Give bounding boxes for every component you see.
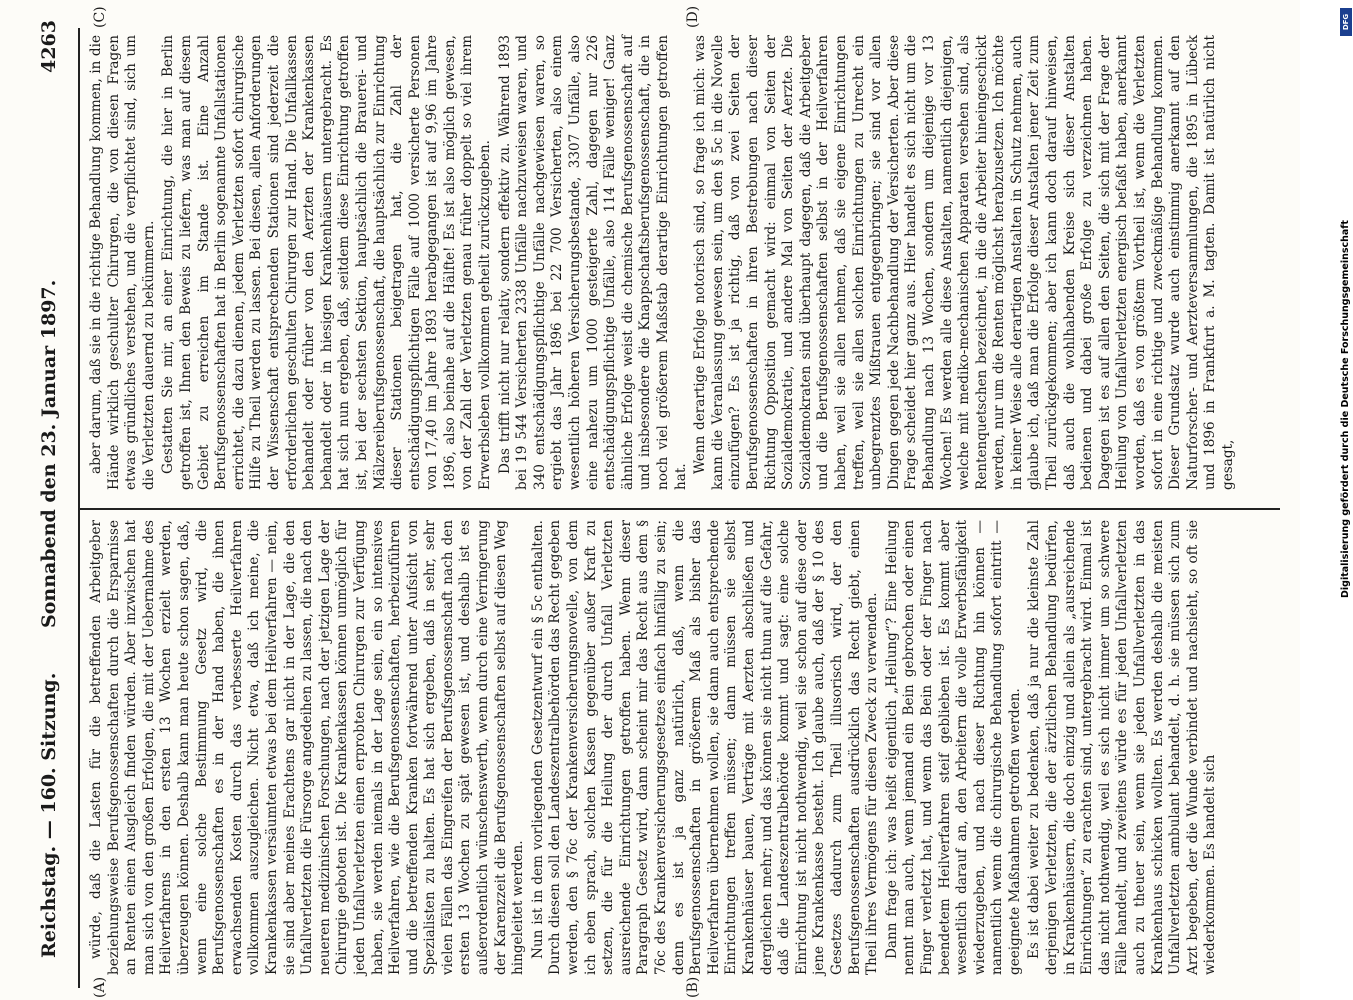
paragraph: Das trifft nicht nur relativ, sondern effektiv zu. Während 1893 bei 19 544 Versicherten 2338 Unfälle nachzuweisen waren, und 340 entschädigungspflichtige Unfälle nachgewiesen waren, so ergiebt das Jahr 1896 bei 22 700 Versicherten, also einem wesentlich höheren Versicherungsbestande, 3307 Unfälle, also eine nahezu um 1000 gesteigerte Zahl, dagegen nur 226 entschädigungspflichtige Unfälle, also 114 Fälle weniger! Ganz ähnliche Erfolge weist die chemische Berufsgenossenschaft auf und insbesondere die Knappschaftsberufsgenossenschaft, die in noch viel größerem Maßstab derartige Einrichtungen getroffen hat. <box>496 35 689 490</box>
paragraph: aber darum, daß sie in die richtige Behandlung kommen, in die Hände wirklich geschulter Chirurgen, die von diesen Fragen etwas gründliches verstehen, und die verpflichtet sind, sich um die Verletzten dauernd zu bekümmern. <box>88 35 157 490</box>
paragraph: Es ist dabei weiter zu bedenken, daß ja nur die kleinste Zahl derjenigen Verletzten, die der ärztlichen Behandlung bedürfen, in Krankenhäusern, die doch einzig und allein als „ausreichende Einrichtungen“ zu erachten sind, untergebracht wird. Einmal ist das nicht nothwendig, weil es sich nicht immer um so schwere Fälle handelt, und zweitens würde es für jeden Unfallverletzten auch zu theuer sein, wenn sie jeden Unfallverletzten in das Krankenhaus schicken wollten. Es werden deshalb die meisten Unfallverletzten ambulant behandelt, d. h. sie müssen sich zum Arzt begeben, der die Wunde verbindet und nachsieht, so oft sie wiederkommen. Es handelt sich <box>1026 520 1219 975</box>
paragraph: Dann frage ich: was heißt eigentlich „Heilung“? Eine Heilung nennt man auch, wenn jemand ein Bein gebrochen oder einen Finger verletzt hat, und wenn das Bein oder der Finger nach beendetem Heilverfahren steif geblieben ist. Es kommt aber wesentlich darauf an, den Arbeitern die volle Erwerbsfähigkeit wiederzugeben, und nach dieser Richtung hin können — namentlich wenn die chirurgische Behandlung sofort eintritt — geeignete Maßnahmen getroffen werden. <box>883 520 1023 975</box>
paragraph: Gestatten Sie mir, an einer Einrichtung, die hier in Berlin getroffen ist, Ihnen den Beweis zu liefern, was man auf diesem Gebiet zu erreichen im Stande ist. Eine Anzahl Berufsgenossenschaften hat in Berlin sogenannte Unfallstationen errichtet, die dazu dienen, jedem Verletzten sofort chirurgische Hilfe zu Theil werden zu lassen. Bei diesen, allen Anforderungen der Wissenschaft entsprechenden Stationen sind jederzeit die erforderlichen geschulten Chirurgen zur Hand. Die Unfallkassen behandelt oder früher von den Aerzten der Krankenkassen behandelt oder in hiesigen Krankenhäusern untergebracht. Es hat sich nun ergeben, daß, seitdem diese Einrichtung getroffen ist, bei der sechsten Sektion, hauptsächlich die Brauerei- und Mälzereiberufsgenossenschaft, die hauptsächlich zur Einrichtung dieser Stationen beigetragen hat, die Zahl der entschädigungspflichtigen Fälle auf 1000 versicherte Personen von 17,40 im Jahre 1893 herabgegangen ist auf 9,96 im Jahre 1896, also beinahe auf die Hälfte! Es ist also möglich gewesen, von der Zahl der Verletzten genau früher doppelt so viel ihrem Erwerbsleben vollkommen geheilt zurückzugeben. <box>160 35 494 490</box>
dfg-logo <box>1340 8 1352 36</box>
paragraph: Wenn derartige Erfolge notorisch sind, so frage ich mich: was kann die Veranlassung gewesen sein, um den § 5c in die Novelle einzufügen? Es ist ja richtig, daß von zwei Seiten der Berufsgenossenschaften in ihren Bestrebungen nach dieser Richtung Opposition gemacht wird: einmal von Seiten der Sozialdemokratie, und andere Mal von Seiten der Aerzte. Die Sozialdemokraten sind überhaupt dagegen, daß die Arbeitgeber und die Berufsgenossenschaften selbst in der Heilverfahren haben, weil sie allen nehmen, daß sie eigene Einrichtungen treffen, weil sie allen solchen Einrichtungen zu Unrecht ein unbegrenztes Mißtrauen entgegenbringen; sie sind vor allen Dingen gegen jede Nachbehandlung der Versicherten. Aber diese Frage scheidet hier ganz aus. Hier handelt es sich nicht um die Behandlung nach 13 Wochen, sondern um diejenige vor 13 Wochen! Es werden alle diese Anstalten, namentlich diejenigen, welche mit mediko-mechanischen Apparaten versehen sind, als Rentenquetschen bezeichnet, in die die Arbeiter hineingeschickt werden, nur um die Renten möglichst herabzusetzen. Ich möchte in keiner Weise alle derartigen Anstalten in Schutz nehmen, auch glaube ich, daß man die Erfolge dieser Anstalten jener Zeit zum Theil zurückgekommen; aber ich kann doch darauf hinweisen, daß auch die wohlhabenden Kreise sich dieser Anstalten bedienen und dabei große Erfolge zu verzeichnen haben. Dagegen ist es auf allen den Seiten, die sich mit der Frage der Heilung von Unfallverletzten energisch befaßt haben, anerkannt worden, daß es von größtem Vortheil ist, wenn die Verletzten sofort in eine richtige und zweckmäßige Behandlung kommen. Dieser Grundsatz wurde auch einstimmig anerkannt auf den Naturforscher- und Aerzteversammlungen, die 1895 in Lübeck und 1896 in Frankfurt a. M. tagten. Damit ist natürlich nicht gesagt, <box>692 35 1236 490</box>
credit-text: Digitalisierung gefördert durch die Deutsche Forschungsgemeinschaft <box>1340 220 1351 598</box>
header-date: Sonnabend den 23. Januar 1897. <box>38 279 60 628</box>
margin-marker-b: (B) <box>685 976 701 998</box>
right-column <box>88 35 1240 490</box>
digitization-credit <box>1338 0 1353 1000</box>
page-number: 4263 <box>38 20 60 73</box>
paragraph: würde, daß die Lasten für die betreffenden Arbeitgeber beziehungsweise Berufsgenossenschaften durch die Ersparnisse an Renten einen Ausgleich finden würden. Aber inzwischen hat man sich von den großen Erfolgen, die mit der Uebernahme des Heilverfahrens in den ersten 13 Wochen erzielt werden, überzeugen können. Deshalb kann man heute schon sagen, daß, wenn eine solche Bestimmung Gesetz wird, die Berufsgenossenschaften es in der Hand haben, die ihnen erwachsenden Kosten durch das verbesserte Heilverfahren vollkommen auszugleichen. Nicht etwa, daß ich meine, die Krankenkassen versäumten etwas bei dem Heilverfahren — nein, sie sind aber meines Erachtens gar nicht in der Lage, die den Unfallverletzten die Fürsorge angedeihen zu lassen, die nach den neueren medizinischen Forschungen, nach der jetzigen Lage der Chirurgie geboten ist. Die Krankenkassen können unmöglich für jeden Unfallverletzten einen erprobten Chirurgen zur Verfügung haben, sie werden niemals in der Lage sein, ein so intensives Heilverfahren, wie die Berufsgenossenschaften, herbeizuführen und die betreffenden Kranken fortwährend unter Aufsicht von Spezialisten zu halten. Es hat sich ergeben, daß in sehr, sehr vielen Fällen das Eingreifen der Berufsgenossenschaft nach den ersten 13 Wochen zu spät gewesen ist, und deshalb ist es außerordentlich wünschenswerth, wenn durch eine Verringerung der Karenzzeit die Berufsgenossenschaften selbst auf diesen Weg hingeleitet werden. <box>88 520 527 975</box>
column-divider <box>80 508 1280 510</box>
margin-marker-a: (A) <box>92 976 108 998</box>
paragraph: Nun ist in dem vorliegenden Gesetzentwurf ein § 5c enthalten. Durch diesen soll den Landeszentralbehörden das Recht gegeben werden, den § 76c der Krankenversicherungsnovelle, von dem ich eben sprach, solchen Kassen gegenüber außer Kraft zu setzen, die für die Heilung der durch Unfall Verletzten ausreichende Einrichtungen getroffen haben. Wenn dieser Paragraph Gesetz wird, dann scheint mir das Recht aus dem § 76c des Krankenversicherungsgesetzes einfach hinfällig zu sein; denn es ist ja ganz natürlich, daß, wenn die Berufsgenossenschaften in größerem Maß als bisher das Heilverfahren übernehmen wollen, sie dann auch entsprechende Einrichtungen treffen müssen; dann müssen sie selbst Krankenhäuser bauen, Verträge mit Aerzten abschließen und dergleichen mehr; und das können sie nicht thun auf die Gefahr, daß die Landeszentralbehörde kommt und sagt: eine solche Einrichtung ist nicht nothwendig, weil sie schon auf diese oder jene Krankenkasse besteht. Ich glaube auch, daß der § 10 des Gesetzes dadurch zum Theil illusorisch wird, der den Berufsgenossenschaften ausdrücklich das Recht giebt, einen Theil ihres Vermögens für diesen Zweck zu verwenden. <box>529 520 881 975</box>
margin-marker-c: (C) <box>92 6 108 28</box>
dfg-logo-text: DFG <box>1342 13 1350 31</box>
page-header <box>30 20 70 988</box>
header-session: Reichstag. — 160. Sitzung. <box>38 672 60 958</box>
left-column <box>88 520 1222 975</box>
margin-marker-d: (D) <box>685 5 701 28</box>
